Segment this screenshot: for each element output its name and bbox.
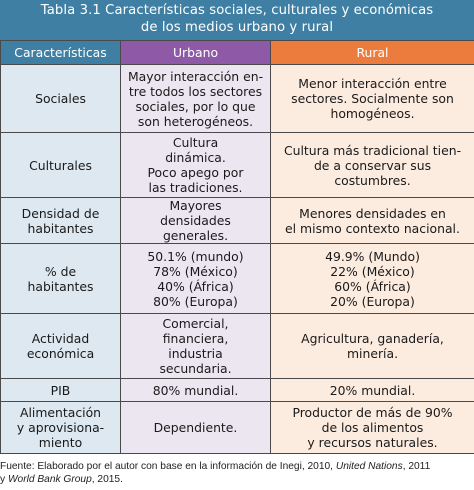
source-footnote — [0, 460, 474, 486]
cell-text-line: Menor interacción entre — [298, 76, 447, 91]
cell-text-line: Comercial, — [162, 316, 229, 331]
cell-text-line: generales. — [162, 228, 229, 243]
cell-text-line: Cultura — [172, 135, 219, 150]
header-row — [1, 41, 474, 65]
cell-text-line: industria — [168, 346, 223, 361]
cell-text-line: económica — [26, 346, 95, 361]
cell-text-line: Mayor interacción en- — [127, 68, 264, 84]
footnote-text: , 2011 — [402, 461, 431, 472]
cell-urbano — [121, 379, 271, 402]
cell-caracteristica — [1, 133, 121, 198]
cell-text-line: Dependiente. — [153, 420, 238, 435]
cell-text-line: miento — [38, 435, 83, 450]
table-row-sociales — [1, 65, 474, 133]
cell-text-line: tre todos los sectores — [128, 83, 263, 99]
table-row-densidad — [1, 198, 474, 244]
cell-text-line: 78% (México) — [153, 263, 238, 279]
cell-caracteristica — [1, 198, 121, 244]
cell-text-line: costumbres. — [334, 172, 411, 188]
header-caracteristicas: Características — [1, 41, 121, 65]
cell-caracteristica — [1, 244, 121, 314]
cell-urbano — [121, 314, 271, 379]
cell-urbano — [121, 244, 271, 314]
cell-caracteristica — [1, 314, 121, 379]
cell-text-line: y aprovisiona- — [16, 420, 105, 435]
cell-text-line: Densidad de — [21, 205, 100, 221]
cell-urbano — [121, 65, 271, 133]
cell-rural — [271, 198, 474, 244]
cell-text-line: financiera, — [162, 331, 229, 346]
cell-text-line: 50.1% (mundo) — [147, 248, 244, 264]
cell-text-line: 60% (África) — [334, 278, 411, 294]
footnote-line-2 — [0, 473, 474, 486]
comparison-table — [0, 40, 474, 454]
footnote-text: y — [0, 474, 8, 485]
table-title-line-2: de los medios urbano y rural — [140, 20, 334, 35]
cell-text-line: dinámica. — [165, 150, 226, 165]
cell-text-line: el mismo contexto nacional. — [285, 220, 460, 236]
cell-text-line: Sociales — [35, 91, 86, 106]
cell-text-line: habitantes — [27, 278, 94, 294]
cell-rural — [271, 244, 474, 314]
cell-urbano — [121, 133, 271, 198]
table-row-porcentaje — [1, 244, 474, 314]
footnote-text: , 2015. — [91, 474, 123, 485]
cell-text-line: PIB — [50, 382, 71, 398]
cell-text-line: Culturales — [29, 157, 92, 173]
cell-text-line: y recursos naturales. — [307, 435, 438, 450]
table-row-actividad — [1, 314, 474, 379]
cell-text-line: Agricultura, ganadería, — [301, 331, 444, 346]
cell-text-line: Cultura más tradicional tien- — [283, 142, 462, 158]
header-urbano: Urbano — [121, 41, 271, 65]
cell-text-line: habitantes — [27, 220, 94, 236]
footnote-line-1 — [0, 460, 474, 473]
cell-text-line: Actividad — [31, 331, 90, 346]
cell-text-line: % de — [44, 263, 77, 279]
cell-text-line: sectores. Socialmente son — [291, 91, 454, 106]
table-title-line-1: Tabla 3.1 Características sociales, culturales y económicas — [40, 3, 434, 18]
footnote-italic: United Nations — [335, 461, 403, 472]
cell-text-line: 49.9% (Mundo) — [325, 248, 420, 264]
cell-rural — [271, 133, 474, 198]
cell-rural — [271, 379, 474, 402]
cell-rural — [271, 65, 474, 133]
footnote-text: Fuente: Elaborado por el autor con base en la información de Inegi, 2010, — [0, 461, 336, 472]
footnote-italic: World Bank Group — [7, 474, 92, 485]
header-rural: Rural — [271, 41, 474, 65]
cell-text-line: Alimentación — [19, 405, 102, 420]
cell-text-line: homogéneos. — [330, 106, 415, 121]
cell-text-line: 20% mundial. — [329, 382, 416, 398]
cell-text-line: 20% (Europa) — [330, 293, 415, 309]
cell-text-line: densidades — [160, 213, 231, 228]
cell-text-line: 40% (África) — [157, 278, 234, 294]
cell-rural — [271, 314, 474, 379]
cell-text-line: minería. — [346, 346, 399, 361]
cell-text-line: Poco apego por — [147, 165, 244, 180]
cell-text-line: sociales, por lo que — [135, 98, 256, 114]
cell-text-line: 22% (México) — [330, 263, 415, 279]
cell-text-line: Productor de más de 90% — [292, 405, 453, 420]
cell-urbano — [121, 198, 271, 244]
table-row-alimentacion — [1, 402, 474, 454]
table-row-culturales — [1, 133, 474, 198]
cell-text-line: las tradiciones. — [148, 180, 243, 195]
cell-text-line: 80% mundial. — [152, 382, 239, 398]
cell-text-line: de a conservar sus — [313, 157, 432, 173]
cell-urbano — [121, 402, 271, 454]
cell-rural — [271, 402, 474, 454]
cell-caracteristica — [1, 402, 121, 454]
cell-text-line: son heterogéneos. — [137, 113, 254, 129]
cell-caracteristica — [1, 65, 121, 133]
cell-text-line: 80% (Europa) — [153, 293, 238, 309]
cell-text-line: secundaria. — [159, 361, 232, 376]
cell-text-line: Menores densidades en — [299, 205, 446, 221]
cell-caracteristica — [1, 379, 121, 402]
table-row-pib — [1, 379, 474, 402]
cell-text-line: de los alimentos — [321, 420, 424, 435]
cell-text-line: Mayores — [169, 198, 222, 213]
table-title — [0, 0, 474, 40]
